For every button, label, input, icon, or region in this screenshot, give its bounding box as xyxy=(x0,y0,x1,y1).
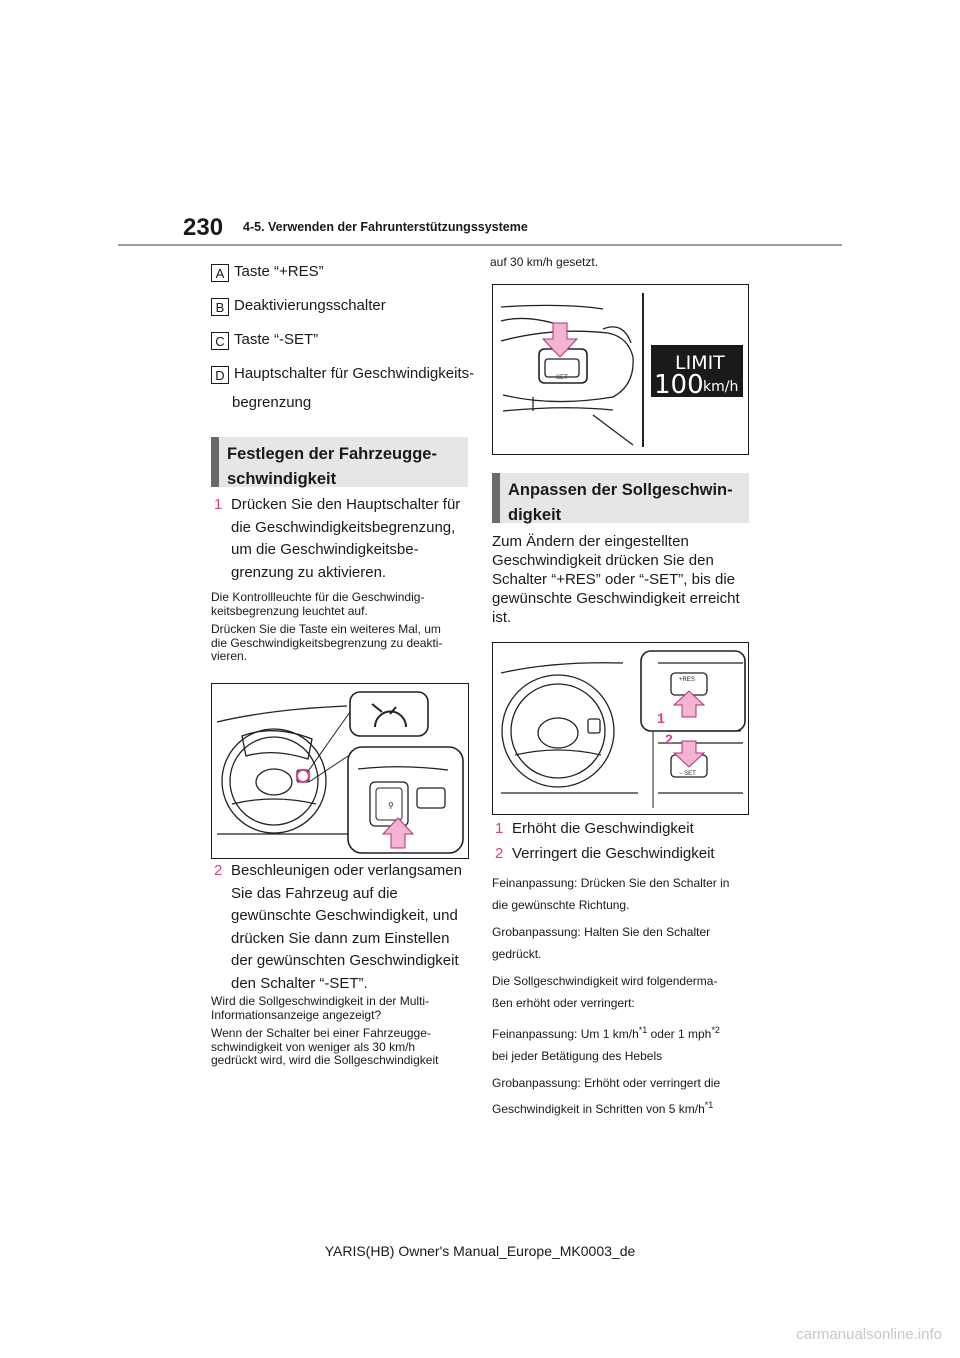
note-line: schwindigkeit von weniger als 30 km/h xyxy=(211,1039,416,1054)
figure-res-set-switch xyxy=(492,642,749,815)
step-line: Beschleunigen oder verlangsamen xyxy=(231,862,462,879)
step-line: der gewünschten Geschwindigkeit xyxy=(231,952,459,969)
footnote-ref: *1 xyxy=(638,1025,648,1035)
callout-letter: A xyxy=(211,264,229,282)
limit-label: LIMIT xyxy=(675,352,725,374)
figure-main-switch-drawing xyxy=(212,684,468,858)
note-line: bei jeder Betätigung des Hebels xyxy=(492,1048,663,1063)
section-title-line: Anpassen der Sollgeschwin- xyxy=(508,481,733,499)
note-paragraph xyxy=(211,623,473,664)
step-line: die Geschwindigkeitsbegrenzung, xyxy=(231,518,456,536)
step-line: Sie das Fahrzeug auf die xyxy=(231,884,398,902)
callout-letter: D xyxy=(211,366,229,384)
note-line: Wird die Sollgeschwindigkeit in der Multi- xyxy=(211,994,430,1008)
note-line: Feinanpassung: Drücken Sie den Schalter in xyxy=(492,876,730,890)
callout-c xyxy=(211,332,318,357)
note-line xyxy=(492,1095,754,1121)
body-line: gewünschte Geschwindigkeit erreicht xyxy=(492,590,740,607)
limit-speed: 100 xyxy=(654,370,704,400)
note-line: keitsbegrenzung leuchtet auf. xyxy=(211,603,368,618)
note-text: Feinanpassung: Um 1 km/h xyxy=(492,1027,639,1041)
list-number: 2 xyxy=(495,845,504,862)
step-line: um die Geschwindigkeitsbe- xyxy=(231,541,419,558)
step-line: gewünschte Geschwindigkeit, und xyxy=(231,907,458,924)
header-divider xyxy=(118,244,842,246)
list-item-increase xyxy=(492,818,694,841)
figure-set-switch-drawing xyxy=(493,285,748,454)
body-line: Geschwindigkeit drücken Sie den xyxy=(492,552,714,569)
section-title-line: Festlegen der Fahrzeugge- xyxy=(227,445,437,463)
note-line: Die Sollgeschwindigkeit wird folgenderma- xyxy=(492,974,718,988)
body-line: Schalter “+RES” oder “-SET”, bis die xyxy=(492,571,735,588)
figure-main-switch xyxy=(211,683,469,859)
limit-unit: km/h xyxy=(703,379,739,395)
note-line: gedrückt wird, wird die Sollgeschwindigkeit xyxy=(211,1053,439,1067)
step-number: 1 xyxy=(214,496,223,513)
watermark: carmanualsonline.info xyxy=(796,1326,942,1343)
svg-text:⚲: ⚲ xyxy=(388,801,394,810)
note-line: Grobanpassung: Halten Sie den Schalter xyxy=(492,925,711,939)
section-heading-set-speed xyxy=(211,437,468,487)
figure-res-set-switch-drawing xyxy=(493,643,748,814)
callout-d-continuation: begrenzung xyxy=(232,394,312,411)
step-1 xyxy=(211,494,471,584)
list-item-decrease xyxy=(492,843,715,866)
callout-a xyxy=(211,264,324,289)
section-title-line: digkeit xyxy=(508,506,562,524)
step-number: 2 xyxy=(214,862,223,879)
callout-text: Deaktivierungsschalter xyxy=(234,297,386,314)
section-heading-adjust-speed xyxy=(492,473,749,523)
step-line: den Schalter “-SET”. xyxy=(231,974,368,992)
step-line: drücken Sie dann zum Einstellen xyxy=(231,929,450,947)
callout-b xyxy=(211,298,386,323)
set-switch-label: − SET xyxy=(679,771,696,777)
note-line: Drücken Sie die Taste ein weiteres Mal, um xyxy=(211,622,441,636)
callout-letter: C xyxy=(211,332,229,350)
note-paragraph xyxy=(211,591,473,618)
note-line: ßen erhöht oder verringert: xyxy=(492,995,635,1010)
footnote-ref: *1 xyxy=(704,1099,714,1110)
set-switch-label: − SET xyxy=(551,375,568,381)
figure-label-decrease: 2 xyxy=(665,731,673,747)
figure-label-increase: 1 xyxy=(657,710,665,726)
note-line: gedrückt. xyxy=(492,946,542,961)
note-paragraph xyxy=(211,995,473,1022)
callout-d xyxy=(211,366,474,391)
step-line: Drücken Sie den Hauptschalter für xyxy=(231,496,461,513)
note-line: die gewünschte Richtung. xyxy=(492,897,630,912)
notes-step-2 xyxy=(211,995,473,1073)
figure-set-switch xyxy=(492,284,749,455)
footnote-ref: *2 xyxy=(711,1025,720,1035)
section-title-line: schwindigkeit xyxy=(227,470,337,488)
note-text: oder 1 mph xyxy=(647,1027,712,1041)
page-number: 230 xyxy=(183,214,224,241)
list-text: Erhöht die Geschwindigkeit xyxy=(512,820,694,837)
list-number: 1 xyxy=(495,820,504,837)
step-2 xyxy=(211,860,473,995)
list-text: Verringert die Geschwindigkeit xyxy=(512,845,715,862)
page-footer: YARIS(HB) Owner's Manual_Europe_MK0003_de xyxy=(324,1243,636,1259)
body-line: ist. xyxy=(492,609,512,626)
note-line: Grobanpassung: Erhöht oder verringert die xyxy=(492,1076,721,1090)
body-line: Zum Ändern der eingestellten xyxy=(492,533,689,550)
res-switch-label: +RES xyxy=(679,677,695,683)
note-text: Geschwindigkeit in Schritten von 5 km/h xyxy=(492,1101,705,1116)
note-line xyxy=(492,1020,754,1046)
note-line: Informationsanzeige angezeigt? xyxy=(211,1007,382,1022)
note-line: Die Kontrollleuchte für die Geschwindig- xyxy=(211,590,425,604)
note-line: Wenn der Schalter bei einer Fahrzeugge- xyxy=(211,1026,431,1040)
note-line: die Geschwindigkeitsbegrenzung zu deakti- xyxy=(211,635,443,650)
chapter-title: 4-5. Verwenden der Fahrunterstützungssysteme xyxy=(243,220,528,234)
adjust-speed-text xyxy=(492,532,754,627)
callout-text: Taste “+RES” xyxy=(234,263,324,280)
note-line: vieren. xyxy=(211,649,248,663)
step-line: grenzung zu aktivieren. xyxy=(231,563,387,581)
callout-letter: B xyxy=(211,298,229,316)
note-paragraph xyxy=(211,1027,473,1068)
continued-note: auf 30 km/h gesetzt. xyxy=(490,255,599,269)
adjustment-notes xyxy=(492,873,754,1120)
callout-text: Taste “-SET” xyxy=(234,331,319,348)
notes-step-1 xyxy=(211,591,473,669)
callout-text: Hauptschalter für Geschwindigkeits- xyxy=(234,365,475,382)
